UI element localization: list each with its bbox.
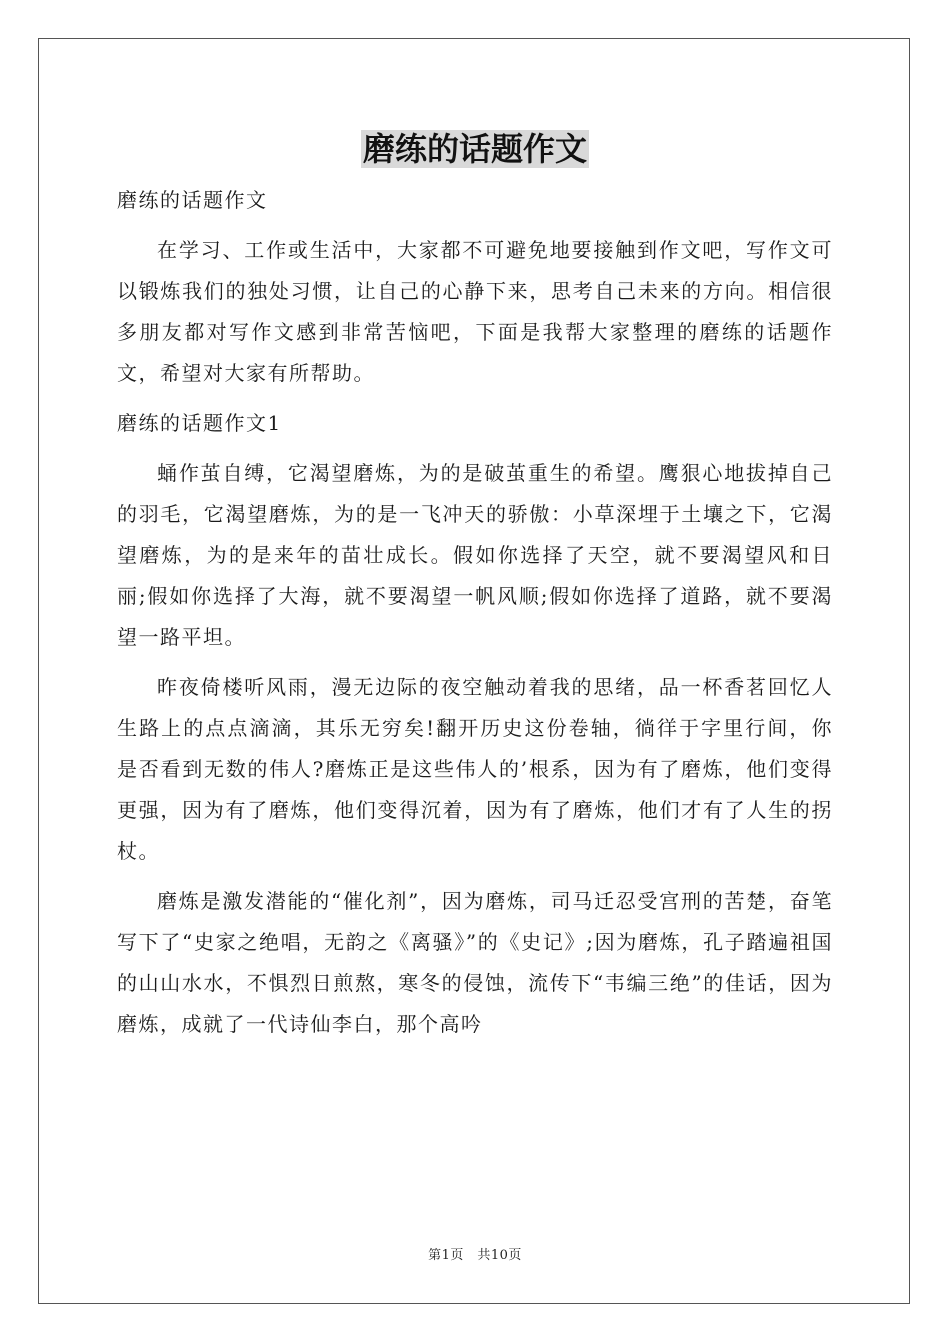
section-heading: 磨练的话题作文1 xyxy=(117,411,282,435)
section-heading: 磨练的话题作文 xyxy=(117,188,268,212)
paragraph: 磨炼是激发潜能的“催化剂”，因为磨炼，司马迁忍受宫刑的苦楚，奋笔写下了“史家之绝唱，无韵之《离骚》”的《史记》;因为磨炼，孔子踏遍祖国的山山水水，不惧烈日煎熬，寒冬的侵蚀，流传下“韦编三绝”的佳话，因为磨炼，成就了一代诗仙李白，那个高吟 xyxy=(117,889,833,1036)
paragraph: 昨夜倚楼听风雨，漫无边际的夜空触动着我的思绪，品一杯香茗回忆人生路上的点点滴滴，其乐无穷矣!翻开历史这份卷轴，徜徉于字里行间，你是否看到无数的伟人?磨炼正是这些伟人的’根系，因为有了磨炼，他们变得更强，因为有了磨炼，他们变得沉着，因为有了磨炼，他们才有了人生的拐杖。 xyxy=(117,675,833,863)
paragraph: 蛹作茧自缚，它渴望磨炼，为的是破茧重生的希望。鹰狠心地拔掉自己的羽毛，它渴望磨炼，为的是一飞冲天的骄傲：小草深埋于土壤之下，它渴望磨炼，为的是来年的苗壮成长。假如你选择了天空，就不要渴望风和日丽;假如你选择了大海，就不要渴望一帆风顺;假如你选择了道路，就不要渴望一路平坦。 xyxy=(117,461,833,649)
page-footer: 第1页 共10页 xyxy=(428,1248,522,1263)
document-body xyxy=(117,180,833,1054)
document-title xyxy=(0,128,950,170)
title-text: 磨练的话题作文 xyxy=(362,130,587,168)
paragraph: 在学习、工作或生活中，大家都不可避免地要接触到作文吧，写作文可以锻炼我们的独处习惯，让自己的心静下来，思考自己未来的方向。相信很多朋友都对写作文感到非常苦恼吧，下面是我帮大家整理的磨练的话题作文，希望对大家有所帮助。 xyxy=(117,238,833,385)
